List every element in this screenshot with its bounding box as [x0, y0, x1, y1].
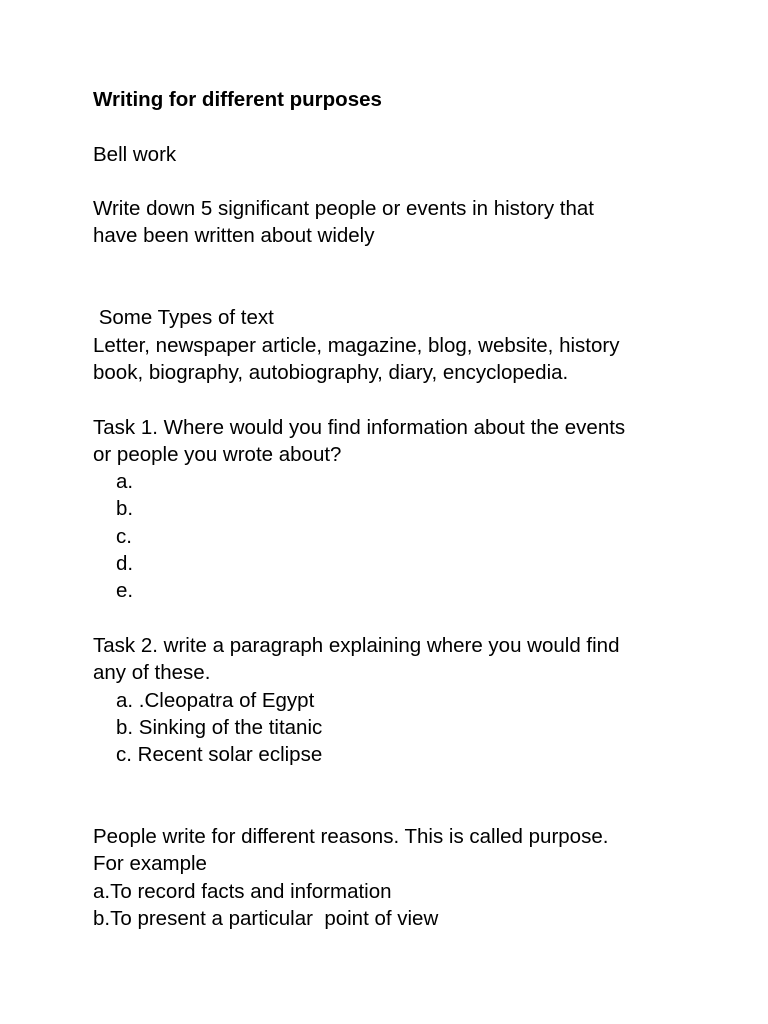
purpose-line-1: People write for different reasons. This is called purpose. — [93, 825, 609, 849]
spacer — [93, 768, 768, 823]
task1-item-d: d. — [116, 552, 134, 576]
bell-work-line-2: have been written about widely — [93, 224, 375, 248]
spacer — [93, 605, 768, 632]
spacer — [93, 168, 768, 195]
purpose-line-4: b.To present a particular point of view — [93, 906, 439, 930]
task1-item-b: b. — [116, 497, 134, 521]
task1-line-2: or people you wrote about? — [93, 442, 342, 466]
task2-item-b: b. Sinking of the titanic — [116, 715, 323, 739]
task2-item-c: c. Recent solar eclipse — [116, 743, 323, 767]
purpose-line-3: a.To record facts and information — [93, 879, 392, 903]
task1-item-e: e. — [116, 579, 134, 603]
spacer — [93, 386, 768, 413]
task2-item-a: a. .Cleopatra of Egypt — [116, 688, 315, 712]
task2-line-1: Task 2. write a paragraph explaining where you would find — [93, 633, 620, 657]
types-of-text-line-1: Letter, newspaper article, magazine, blog, website, history — [93, 333, 620, 357]
types-of-text-line-2: book, biography, autobiography, diary, encyclopedia. — [93, 360, 569, 384]
spacer — [93, 113, 768, 140]
purpose-line-2: For example — [93, 852, 207, 876]
task1-item-c: c. — [116, 524, 132, 548]
task2-line-2: any of these. — [93, 661, 211, 685]
document-title: Writing for different purposes — [93, 88, 382, 111]
task1-line-1: Task 1. Where would you find information about the events — [93, 415, 626, 439]
types-of-text-heading: Some Types of text — [93, 306, 274, 330]
spacer — [93, 250, 768, 305]
bell-work-heading: Bell work — [93, 142, 177, 166]
bell-work-line-1: Write down 5 significant people or events in history that — [93, 197, 594, 221]
task1-item-a: a. — [116, 470, 134, 494]
